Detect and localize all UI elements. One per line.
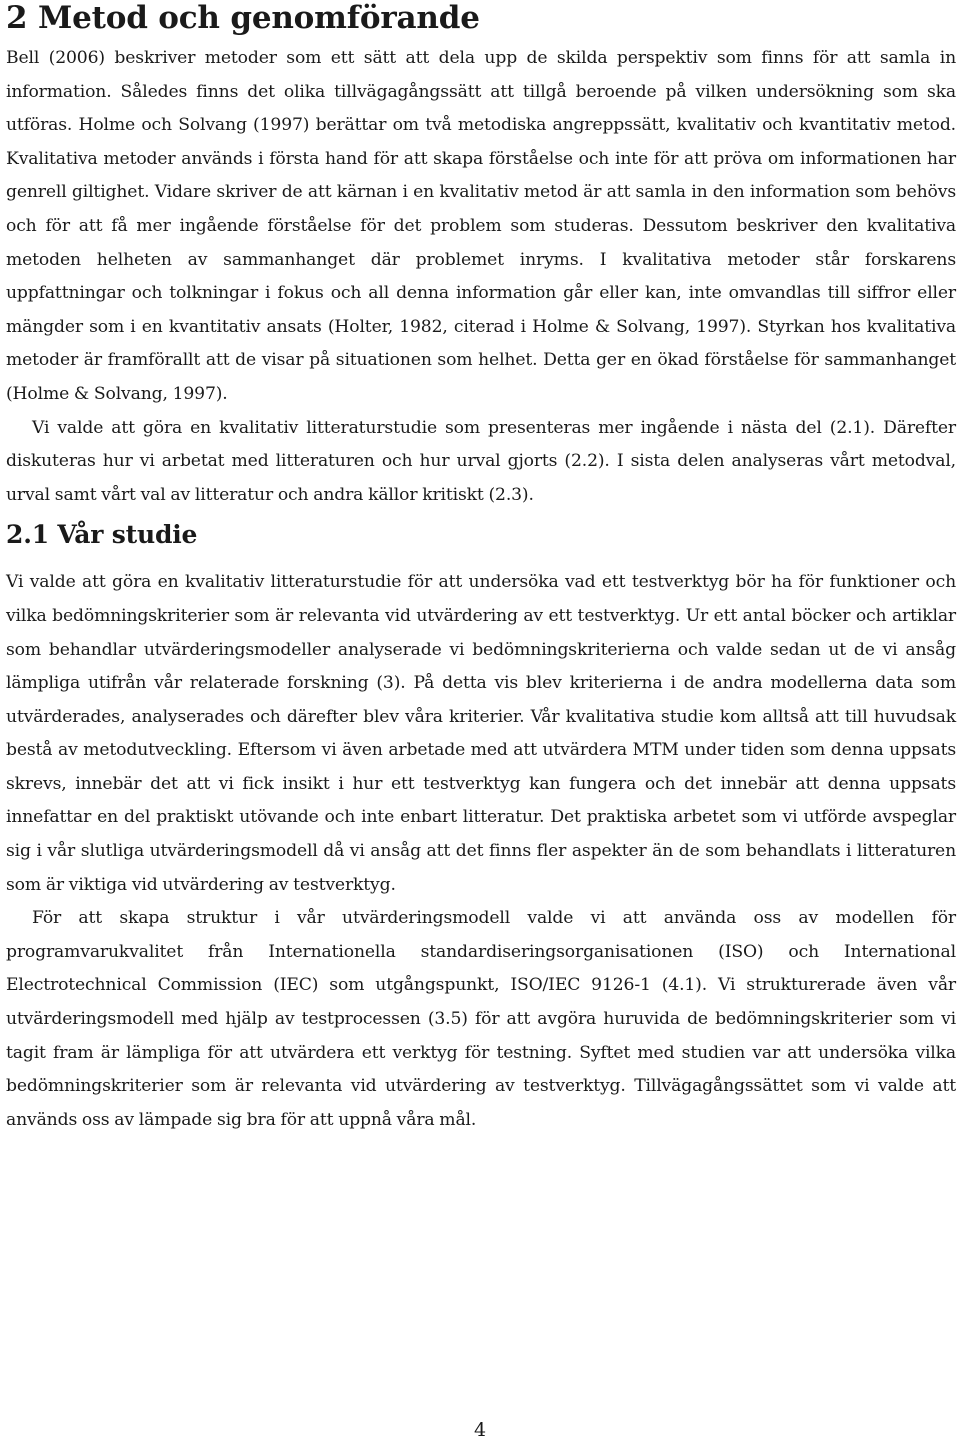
document-page xyxy=(6,0,956,1137)
subsection-heading: 2.1 Vår studie xyxy=(6,520,198,550)
section-paragraph-1: Bell (2006) beskriver metoder som ett sätt att dela upp de skilda perspektiv som finns för att samla in information. Således finns det olika tillvägagångssätt att tillgå beroende på vilken undersökning som ska utföras. Holme och Solvang (1997) berättar om två metodiska angreppssätt, kvalitativ och kvantitativ metod. Kvalitativa metoder används i första hand för att skapa förståelse och inte för att pröva om informationen har genrell giltighet. Vidare skriver de att kärnan i en kvalitativ metod är att samla in den information som behövs och för att få mer ingående förståelse för det problem som studeras. Dessutom beskriver den kvalitativa metoden helheten av sammanhanget där problemet inryms. I kvalitativa metoder står forskarens uppfattningar och tolkningar i fokus och all denna information går eller kan, inte omvandlas till siffror eller mängder som i en kvantitativ ansats (Holter, 1982, citerad i Holme & Solvang, 1997). Styrkan hos kvalitativa metoder är framförallt att de visar på situationen som helhet. Detta ger en ökad förståelse för sammanhanget (Holme & Solvang, 1997). xyxy=(6,48,956,404)
page-number: 4 xyxy=(473,1419,487,1441)
section-heading: 2 Metod och genomförande xyxy=(6,0,480,36)
subsection-paragraph-1: Vi valde att göra en kvalitativ litteraturstudie för att undersöka vad ett testverktyg bör ha för funktioner och vilka bedömningskriterier som är relevanta vid utvärdering av ett testverktyg. Ur ett antal böcker och artiklar som behandlar utvärderingsmodeller analyserade vi bedömningskriterierna och valde sedan ut de vi ansåg lämpliga utifrån vår relaterade forskning (3). På detta vis blev kriterierna i de andra modellerna data som utvärderades, analyserades och därefter blev våra kriterier. Vår kvalitativa studie kom alltså att till huvudsak bestå av metodutveckling. Eftersom vi även arbetade med att utvärdera MTM under tiden som denna uppsats skrevs, innebär det att vi fick insikt i hur ett testverktyg kan fungera och det innebär att denna uppsats innefattar en del praktiskt utövande och inte enbart litteratur. Det praktiska arbetet som vi utförde avspeglar sig i vår slutliga utvärderingsmodell då vi ansåg att det finns fler aspekter än de som behandlats i litteraturen som är viktiga vid utvärdering av testverktyg. xyxy=(6,572,956,895)
subsection-paragraph-2: För att skapa struktur i vår utvärderingsmodell valde vi att använda oss av modellen för programvarukvalitet från Internationella standardiseringsorganisationen (ISO) och International Electrotechnical Commission (IEC) som utgångspunkt, ISO/IEC 9126-1 (4.1). Vi strukturerade även vår utvärderingsmodell med hjälp av testprocessen (3.5) för att avgöra huruvida de bedömningskriterier som vi tagit fram är lämpliga för att utvärdera ett verktyg för testning. Syftet med studien var att undersöka vilka bedömningskriterier som är relevanta vid utvärdering av testverktyg. Tillvägagångssättet som vi valde att används oss av lämpade sig bra för att uppnå våra mål. xyxy=(6,908,956,1130)
section-paragraph-2: Vi valde att göra en kvalitativ litteraturstudie som presenteras mer ingående i nästa del (2.1). Därefter diskuteras hur vi arbetat med litteraturen och hur urval gjorts (2.2). I sista delen analyseras vårt metodval, urval samt vårt val av litteratur och andra källor kritiskt (2.3). xyxy=(6,417,956,505)
